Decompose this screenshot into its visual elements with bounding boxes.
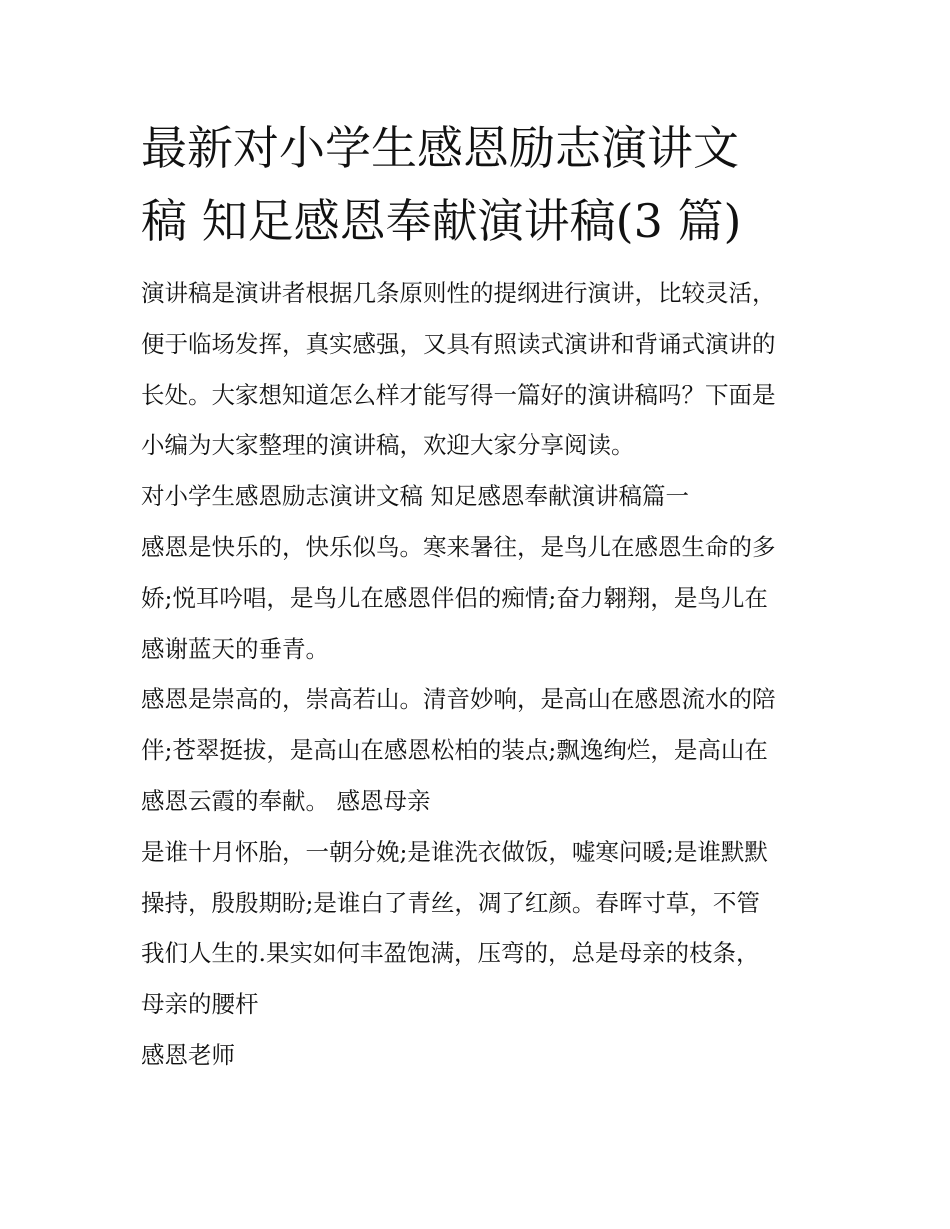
paragraph-line: 伴;苍翠挺拔，是高山在感恩松柏的装点;飘逸绚烂，是高山在 xyxy=(141,736,768,765)
paragraph-line: 我们人生的.果实如何丰盈饱满，压弯的，总是母亲的枝条， xyxy=(141,939,760,968)
paragraph-joy xyxy=(141,522,821,674)
paragraph-line: 母亲的腰杆 xyxy=(141,990,259,1019)
paragraph-teacher xyxy=(141,1030,821,1081)
paragraph-line: 演讲稿是演讲者根据几条原则性的提纲进行演讲，比较灵活， xyxy=(141,279,776,307)
section-heading-line: 对小学生感恩励志演讲文稿 知足感恩奉献演讲稿篇一 xyxy=(141,482,689,511)
paragraph-line: 感谢蓝天的垂青。 xyxy=(141,634,329,663)
section-heading xyxy=(141,471,821,522)
paragraph-line: 感恩是快乐的，快乐似鸟。寒来暑往，是鸟儿在感恩生命的多 xyxy=(141,532,776,561)
paragraph-line: 娇;悦耳吟唱，是鸟儿在感恩伴侣的痴情;奋力翱翔，是鸟儿在 xyxy=(141,583,768,612)
paragraph-line: 小编为大家整理的演讲稿，欢迎大家分享阅读。 xyxy=(141,431,635,460)
paragraph-line: 长处。大家想知道怎么样才能写得一篇好的演讲稿吗？下面是 xyxy=(141,380,776,409)
document-title xyxy=(141,112,821,258)
paragraph-mother xyxy=(141,827,821,1030)
paragraph-line: 感恩是崇高的，崇高若山。清音妙响，是高山在感恩流水的陪 xyxy=(141,685,776,714)
paragraph-line: 操持，殷殷期盼;是谁白了青丝，凋了红颜。春晖寸草，不管 xyxy=(141,888,760,917)
paragraph-line: 便于临场发挥，真实感强，又具有照读式演讲和背诵式演讲的 xyxy=(141,329,776,358)
paragraph-line: 感恩云霞的奉献。 感恩母亲 xyxy=(141,786,431,815)
title-line-1: 最新对小学生感恩励志演讲文 xyxy=(141,121,739,175)
paragraph-line: 是谁十月怀胎，一朝分娩;是谁洗衣做饭，嘘寒问暖;是谁默默 xyxy=(141,837,768,866)
paragraph-line: 感恩老师 xyxy=(141,1040,235,1069)
paragraph-lofty xyxy=(141,674,821,826)
document-page xyxy=(141,112,821,1081)
intro-paragraph xyxy=(141,268,821,471)
title-line-2: 稿 知足感恩奉献演讲稿(3 篇) xyxy=(141,194,742,248)
